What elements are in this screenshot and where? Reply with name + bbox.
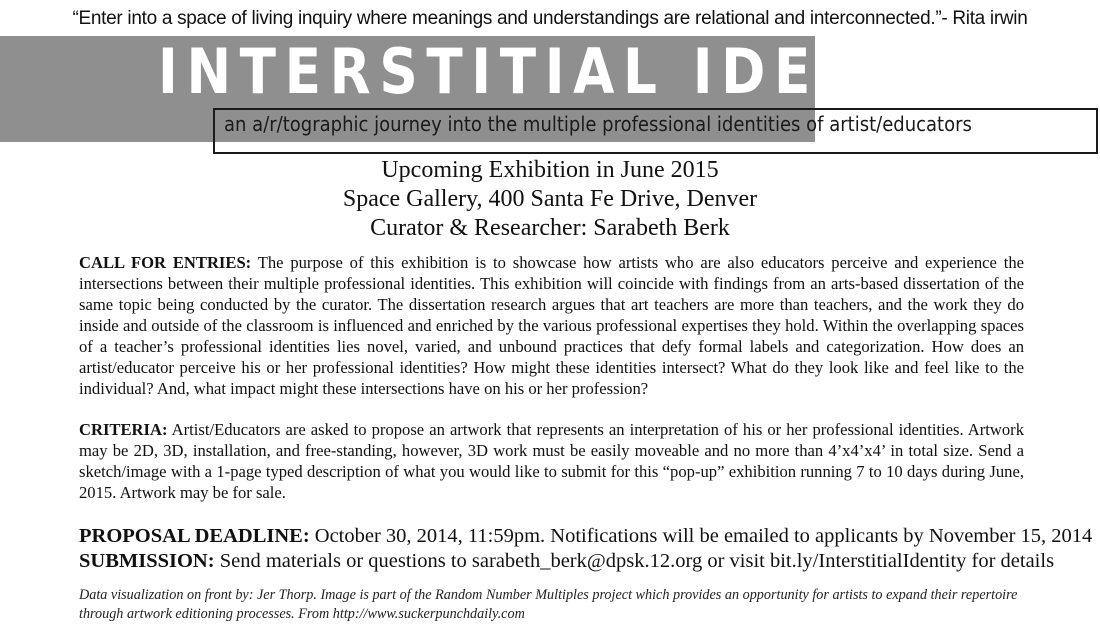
exhibition-venue: Space Gallery, 400 Santa Fe Drive, Denver [342,186,758,212]
subtitle: an a/r/tographic journey into the multiple professional identities of artist/educators [224,112,972,136]
criteria-text: Artist/Educators are asked to propose an artwork that represents an interpretation of his or her professional identities. Artwork may be 2D, 3D, installation, and free-standing, however, 3D work must be easily moveable and no more than 4’x4’x4’ in total size. Send a sketch/image with a 1-page typed description of what you would like to submit for this “pop-up” exhibition running 7 to 10 days during June, 2015. Artwork may be for sale. [79,420,1024,502]
exhibition-info [0,156,1100,243]
deadline-block [79,524,1093,574]
exhibition-curator: Curator & Researcher: Sarabeth Berk [370,215,730,241]
epigraph-quote: “Enter into a space of living inquiry where meanings and understandings are relational and interconnected.”- Rita irwin [72,8,1028,29]
criteria-label: CRITERIA: [79,420,168,439]
submission-text: Send materials or questions to sarabeth_berk@dpsk.12.org or visit bit.ly/InterstitialIdentity for details [219,550,1055,572]
proposal-deadline-label: PROPOSAL DEADLINE: [79,525,310,547]
call-for-entries-paragraph [79,252,1024,399]
proposal-deadline-text: October 30, 2014, 11:59pm. Notifications will be emailed to applicants by November 15, 2014 [314,525,1093,547]
image-credit: Data visualization on front by: Jer Thorp. Image is part of the Random Number Multiples project which provides an opportunity for artists to expand their repertoire through artwork editioning processes. From http://www.suckerpunchdaily.com [79,587,1018,622]
submission-line [79,549,1079,574]
proposal-deadline-line [79,524,1093,549]
call-for-entries-label: CALL FOR ENTRIES: [79,253,252,272]
criteria-paragraph [79,419,1024,503]
exhibition-date: Upcoming Exhibition in June 2015 [381,157,719,183]
submission-label: SUBMISSION: [79,550,215,572]
page-title: INTERSTITIAL IDENTITY [158,35,1038,108]
call-for-entries-text: The purpose of this exhibition is to showcase how artists who are also educators perceive and experience the intersections between their multiple professional identities. This exhibition will coincide with findings from an arts-based dissertation of the same topic being conducted by the curator. The dissertation research argues that art teachers are more than teachers, and the work they do inside and outside of the classroom is influenced and enriched by the various professional expertises they hold. Within the overlapping spaces of a teacher’s professional identities lies novel, varied, and unbound practices that defy formal labels and categorization. How does an artist/educator perceive his or her professional identities? How might these identities intersect? What do they look like and feel like to the individual? And, what impact might these intersections have on his or her profession? [79,253,1024,398]
